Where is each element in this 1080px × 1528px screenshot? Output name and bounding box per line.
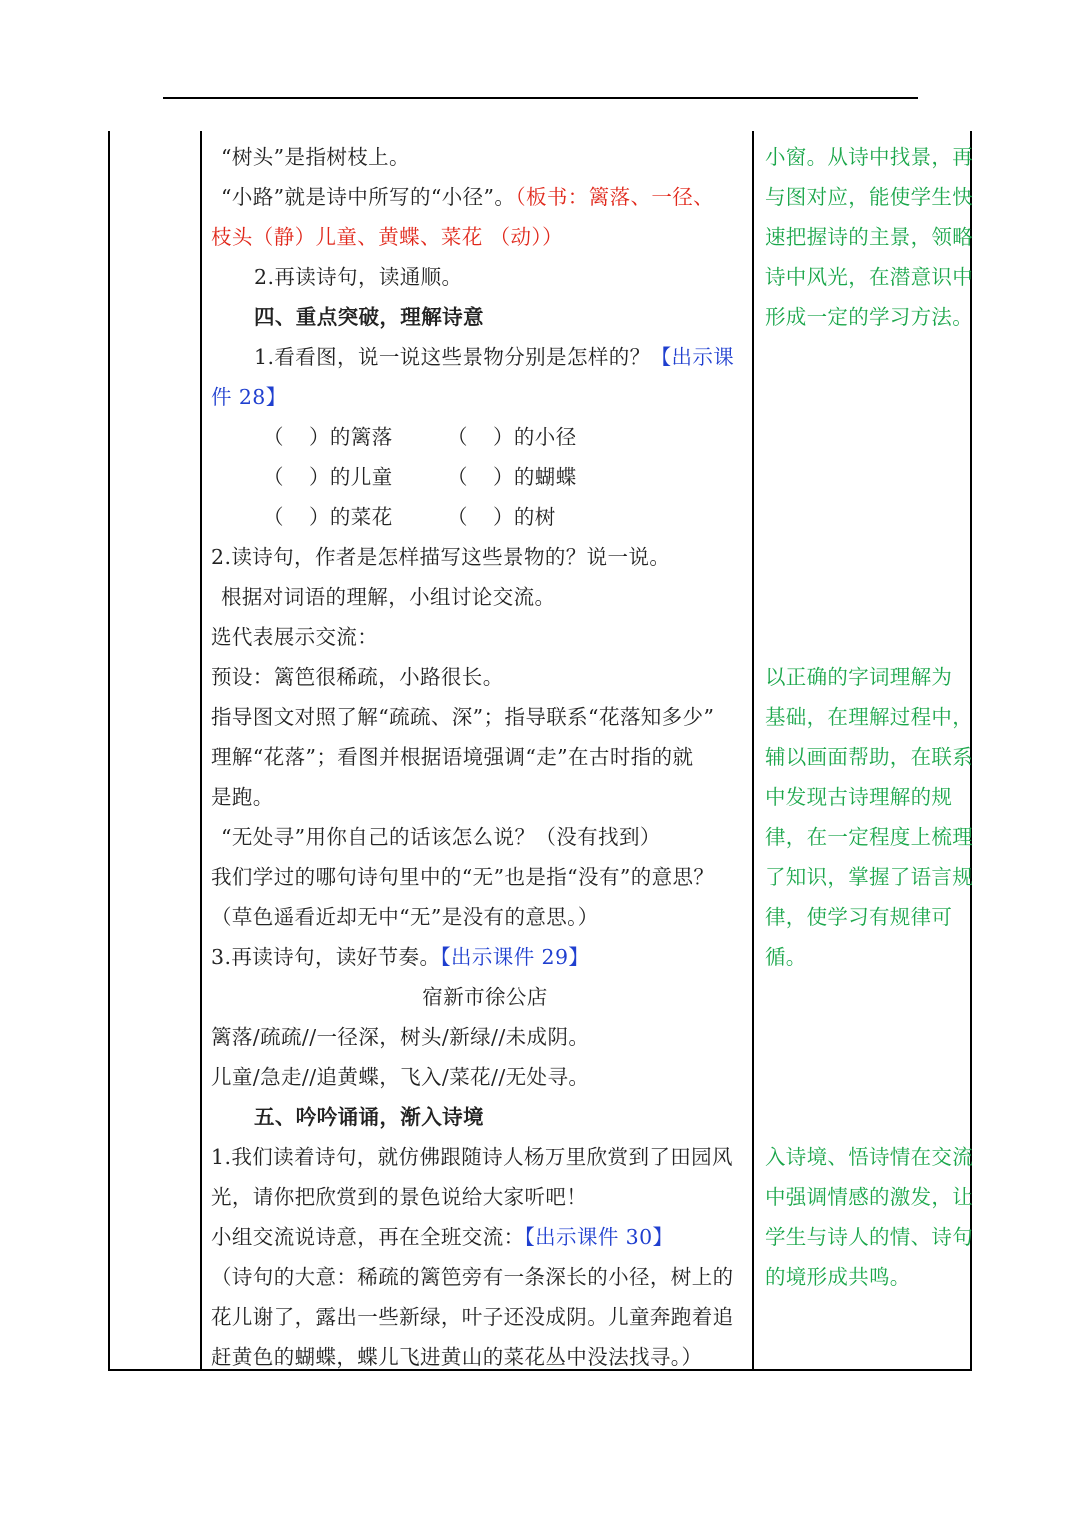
- note-line: 律，在一定程度上梳理: [765, 825, 973, 849]
- text-line: 2.再读诗句，读通顺。: [254, 265, 463, 289]
- fill-blank-row: [211, 417, 759, 457]
- note-line: 的境形成共鸣。: [765, 1265, 911, 1289]
- note-spacer: [765, 617, 973, 657]
- text-line: [211, 177, 759, 217]
- section-heading: 四、重点突破，理解诗意: [254, 305, 484, 329]
- paren-open: （: [447, 505, 468, 529]
- teaching-process-column: [211, 137, 759, 1377]
- note-line: 速把握诗的主景，领略: [765, 225, 973, 249]
- text-line: （草色遥看近却无中“无”是没有的意思。）: [211, 905, 599, 929]
- board-note-line: 枝头（静）儿童、黄蝶、菜花 （动））: [211, 225, 563, 249]
- blank-label: ）的小径: [493, 425, 577, 449]
- text-span: 1.看看图，说一说这些景物分别是怎样的？: [254, 345, 651, 369]
- blank-label: ）的儿童: [309, 465, 393, 489]
- courseware-ref: 【出示课件 30】: [524, 1225, 674, 1249]
- paren-open: （: [263, 465, 284, 489]
- note-spacer: [765, 337, 973, 377]
- blank-label: ）的篱落: [309, 425, 393, 449]
- design-intent-column: [765, 137, 973, 1297]
- note-spacer: [765, 1017, 973, 1057]
- text-line: [211, 1217, 759, 1257]
- courseware-ref: 件 28】: [211, 385, 287, 409]
- text-line: （诗句的大意：稀疏的篱笆旁有一条深长的小径，树上的: [211, 1265, 734, 1289]
- note-line: 了知识，掌握了语言规: [765, 865, 973, 889]
- poem-line: 儿童/急走//追黄蝶，飞入/菜花//无处寻。: [211, 1065, 590, 1089]
- paren-open: （: [263, 425, 284, 449]
- blank-label: ）的树: [493, 505, 556, 529]
- note-line: 诗中风光，在潜意识中: [765, 265, 973, 289]
- note-line: 以正确的字词理解为: [765, 665, 953, 689]
- text-line: 根据对词语的理解，小组讨论交流。: [221, 585, 556, 609]
- courseware-ref: 【出示课件 29】: [440, 945, 590, 969]
- fill-blank-row: [211, 457, 759, 497]
- note-spacer: [765, 377, 973, 417]
- note-line: 学生与诗人的情、诗句: [765, 1225, 973, 1249]
- paren-open: （: [447, 465, 468, 489]
- note-line: 律，使学习有规律可: [765, 905, 953, 929]
- text-line: 预设：篱笆很稀疏，小路很长。: [211, 665, 504, 689]
- text-line: 指导图文对照了解“疏疏、深”；指导联系“花落知多少”: [211, 705, 715, 729]
- header-rule: [163, 97, 918, 99]
- board-note: （板书：篱落、一径、: [515, 185, 715, 209]
- text-line: 赶黄色的蝴蝶，蝶儿飞进黄山的菜花丛中没法找寻。）: [211, 1345, 703, 1369]
- text-line: 选代表展示交流：: [211, 625, 379, 649]
- note-line: 基础，在理解过程中，: [765, 705, 973, 729]
- note-line: 小窗。从诗中找景，再: [765, 145, 973, 169]
- paren-open: （: [263, 505, 284, 529]
- courseware-ref: 【出示课: [650, 345, 735, 369]
- note-spacer: [765, 497, 973, 537]
- text-line: 1.我们读着诗句，就仿佛跟随诗人杨万里欣赏到了田园风: [211, 1145, 733, 1169]
- blank-label: ）的菜花: [309, 505, 393, 529]
- poem-title: 宿新市徐公店: [422, 985, 548, 1009]
- note-spacer: [765, 977, 973, 1017]
- text-line: 理解“花落”；看图并根据语境强调“走”在古时指的就: [211, 745, 694, 769]
- text-span: 3.再读诗句，读好节奏。: [211, 945, 441, 969]
- note-line: 辅以画面帮助，在联系: [765, 745, 973, 769]
- note-spacer: [765, 577, 973, 617]
- column-divider-left: [200, 131, 202, 1369]
- lesson-table: [108, 131, 972, 1371]
- note-line: 中发现古诗理解的规: [765, 785, 953, 809]
- blank-label: ）的蝴蝶: [493, 465, 577, 489]
- text-line: 2.读诗句，作者是怎样描写这些景物的？说一说。: [211, 545, 671, 569]
- text-line: [211, 337, 759, 377]
- fill-blank-row: [211, 497, 759, 537]
- note-line: 形成一定的学习方法。: [765, 305, 973, 329]
- note-spacer: [765, 1057, 973, 1097]
- text-line: 光，请你把欣赏到的景色说给大家听吧！: [211, 1185, 588, 1209]
- text-span: “小路”就是诗中所写的“小径”。: [221, 185, 516, 209]
- note-spacer: [765, 537, 973, 577]
- text-line: “无处寻”用你自己的话该怎么说？（没有找到）: [221, 825, 661, 849]
- note-line: 中强调情感的激发，让: [765, 1185, 973, 1209]
- text-line: 我们学过的哪句诗句里中的“无”也是指“没有”的意思？: [211, 865, 715, 889]
- note-spacer: [765, 1097, 973, 1137]
- paren-open: （: [447, 425, 468, 449]
- text-line: 花儿谢了，露出一些新绿，叶子还没成阴。儿童奔跑着追: [211, 1305, 734, 1329]
- text-line: 是跑。: [211, 785, 274, 809]
- section-heading: 五、吟吟诵诵，渐入诗境: [254, 1105, 484, 1129]
- poem-line: 篱落/疏疏//一径深，树头/新绿//未成阴。: [211, 1025, 590, 1049]
- text-line: “树头”是指树枝上。: [221, 145, 410, 169]
- note-spacer: [765, 457, 973, 497]
- note-line: 与图对应，能使学生快: [765, 185, 973, 209]
- note-spacer: [765, 417, 973, 457]
- text-line: [211, 937, 759, 977]
- note-line: 入诗境、悟诗情在交流: [765, 1145, 973, 1169]
- text-span: 小组交流说诗意，再在全班交流：: [211, 1225, 525, 1249]
- note-line: 循。: [765, 945, 807, 969]
